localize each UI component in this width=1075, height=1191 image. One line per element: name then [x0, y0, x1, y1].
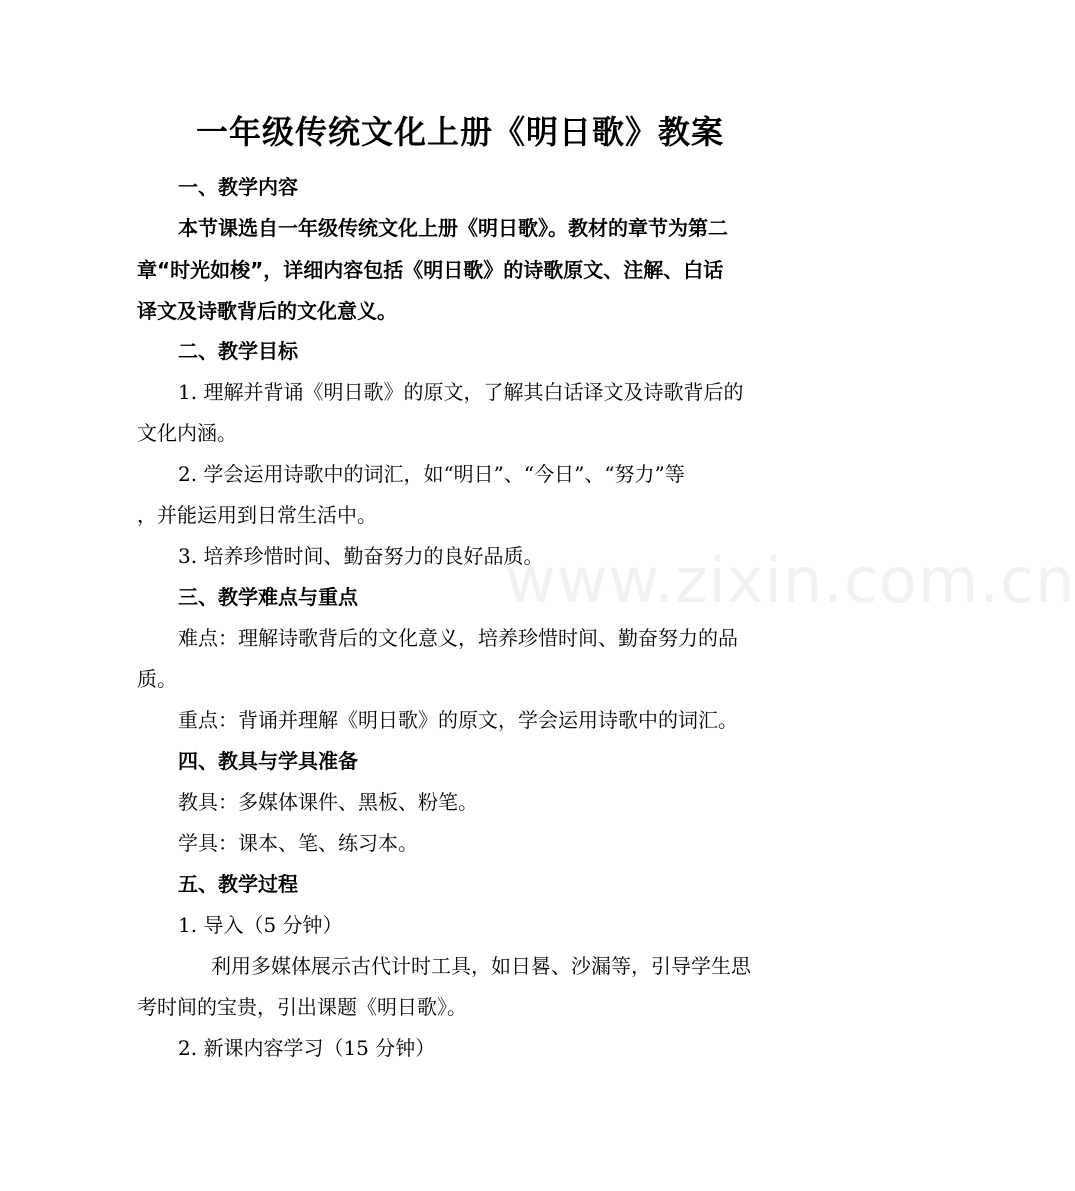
goal-line: 文化内涵。 [137, 421, 237, 445]
section-heading-difficulty: 三、教学难点与重点 [178, 585, 358, 609]
process-step-title: 2. 新课内容学习（15 分钟） [178, 1036, 436, 1060]
paragraph-line: 本节课选自一年级传统文化上册《明日歌》。教材的章节为第二 [178, 216, 728, 240]
paragraph-line: 译文及诗歌背后的文化意义。 [137, 299, 397, 323]
paragraph-line: 章“时光如梭”，详细内容包括《明日歌》的诗歌原文、注解、白话 [137, 258, 724, 282]
section-heading-materials: 四、教具与学具准备 [178, 749, 358, 773]
process-step-line: 利用多媒体展示古代计时工具，如日晷、沙漏等，引导学生思 [211, 954, 751, 978]
difficulty-line: 质。 [137, 667, 177, 691]
process-step-line: 考时间的宝贵，引出课题《明日歌》。 [137, 995, 467, 1019]
page-title: 一年级传统文化上册《明日歌》教案 [195, 113, 724, 151]
section-heading-process: 五、教学过程 [178, 872, 298, 896]
watermark: www.zixin.com.cn [505, 544, 1075, 617]
teacher-materials-line: 教具：多媒体课件、黑板、粉笔。 [178, 790, 478, 814]
goal-line: 3. 培养珍惜时间、勤奋努力的良好品质。 [178, 544, 544, 568]
section-heading-goals: 二、教学目标 [178, 339, 298, 363]
difficulty-line: 难点：理解诗歌背后的文化意义，培养珍惜时间、勤奋努力的品 [178, 626, 738, 650]
section-heading-content: 一、教学内容 [178, 175, 298, 199]
key-point-line: 重点：背诵并理解《明日歌》的原文，学会运用诗歌中的词汇。 [178, 708, 738, 732]
goal-line: 2. 学会运用诗歌中的词汇，如“明日”、“今日”、“努力”等 [178, 462, 685, 486]
goal-line: ，并能运用到日常生活中。 [137, 503, 377, 527]
goal-line: 1. 理解并背诵《明日歌》的原文，了解其白话译文及诗歌背后的 [178, 380, 744, 404]
process-step-title: 1. 导入（5 分钟） [178, 913, 343, 937]
student-materials-line: 学具：课本、笔、练习本。 [178, 831, 418, 855]
